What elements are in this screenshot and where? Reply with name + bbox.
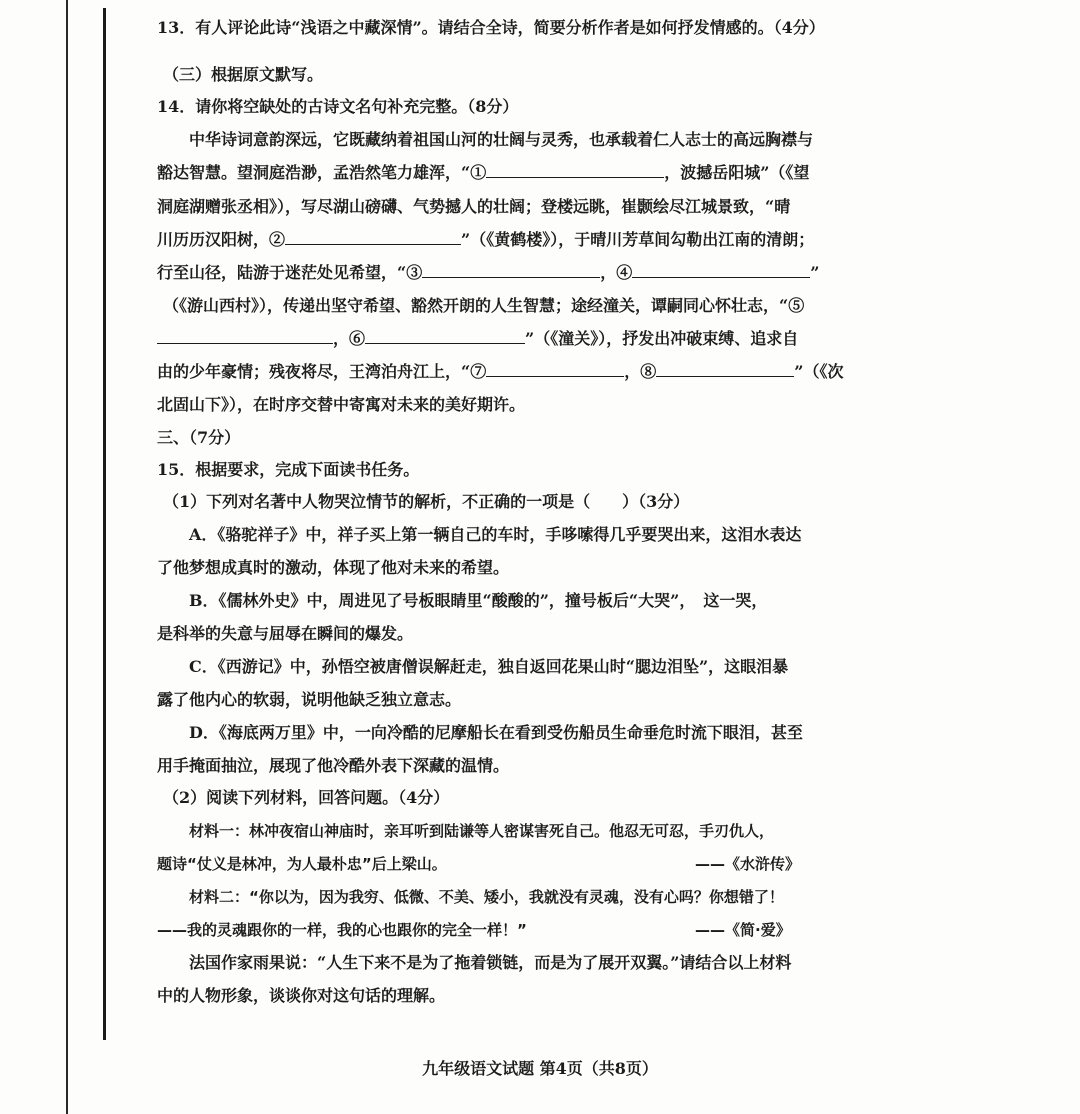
material-2-line-1: 材料二：“你以为，因为我穷、低微、不美、矮小，我就没有灵魂，没有心吗？你想错了！: [189, 888, 784, 906]
blank-6[interactable]: [365, 329, 525, 344]
material-2-line-2: ——我的灵魂跟你的一样，我的心也跟你的完全一样！”: [157, 921, 527, 939]
material-2-source: ——《简·爱》: [695, 921, 791, 939]
option-c-line-1: C．《西游记》中，孙悟空被唐僧误解赶走，独自返回花果山时“腮边泪坠”，这眼泪暴: [189, 657, 789, 676]
passage-line-7: ，⑥ ”（《潼关》），抒发出冲破束缚、追求自: [157, 328, 798, 350]
passage-line-8: 由的少年豪情；残夜将尽，王湾泊舟江上，“⑦ ，⑧ ”（《次: [157, 362, 844, 381]
option-c-line-2: 露了他内心的软弱，说明他缺乏独立意志。: [157, 690, 462, 709]
option-a-line-1: A．《骆驼祥子》中，祥子买上第一辆自己的车时，手哆嗦得几乎要哭出来，这泪水表达: [189, 525, 802, 544]
option-b-line-1: B．《儒林外史》中，周进见了号板眼睛里“酸酸的”，撞号板后“大哭”， 这一哭，: [189, 591, 768, 610]
passage-line-4: 川历历汉阳树，② ”（《黄鹤楼》），于晴川芳草间勾勒出江南的清朗；: [157, 230, 815, 249]
option-a-line-2: 了他梦想成真时的激动，体现了他对未来的希望。: [157, 558, 510, 577]
passage-line-1: 中华诗词意韵深远，它既藏纳着祖国山河的壮阔与灵秀，也承载着仁人志士的高远胸襟与: [189, 130, 814, 149]
part-3-heading: 三、（7分）: [157, 428, 241, 447]
question-13: 13．有人评论此诗“浅语之中藏深情”。请结合全诗，简要分析作者是如何抒发情感的。（4分）: [157, 18, 825, 37]
option-b-line-2: 是科举的失意与屈辱在瞬间的爆发。: [157, 624, 414, 643]
material-1-line-1: 材料一：林冲夜宿山神庙时，亲耳听到陆谦等人密谋害死自己。他忍无可忍，手刃仇人，: [189, 822, 775, 840]
material-1-line-2: 题诗“仗义是林冲，为人最朴忠”后上梁山。: [157, 855, 447, 873]
question-15: 15．根据要求，完成下面读书任务。: [157, 460, 420, 479]
question-15-1: （1）下列对名著中人物哭泣情节的解析，不正确的一项是（ ）（3分）: [163, 492, 690, 511]
option-d-line-1: D．《海底两万里》中，一向冷酷的尼摩船长在看到受伤船员生命垂危时流下眼泪，甚至: [189, 723, 803, 742]
blank-1[interactable]: [486, 163, 664, 178]
hugo-quote-line-1: 法国作家雨果说：“人生下来不是为了拖着锁链，而是为了展开双翼。”请结合以上材料: [189, 953, 792, 972]
passage-line-5: 行至山径，陆游于迷茫处见希望，“③ ，④ ”: [157, 263, 820, 282]
blank-7[interactable]: [486, 362, 624, 377]
section-heading-dictation: （三）根据原文默写。: [163, 65, 324, 84]
material-1-source: ——《水浒传》: [695, 855, 801, 873]
question-14: 14．请你将空缺处的古诗文名句补充完整。（8分）: [157, 97, 519, 116]
passage-line-9: 北固山下》），在时序交替中寄寓对未来的美好期许。: [157, 395, 526, 414]
question-15-2: （2）阅读下列材料，回答问题。（4分）: [163, 788, 450, 807]
passage-line-6: （《游山西村》），传递出坚守希望、豁然开朗的人生智慧；途经潼关，谭嗣同心怀壮志，“⑤: [163, 296, 805, 315]
blank-2[interactable]: [285, 230, 461, 245]
hugo-quote-line-2: 中的人物形象，谈谈你对这句话的理解。: [157, 986, 446, 1005]
blank-3[interactable]: [422, 263, 600, 278]
binding-margin-line: [103, 8, 106, 1040]
page-left-edge: [66, 0, 68, 1114]
passage-line-2: 豁达智慧。望洞庭浩渺，孟浩然笔力雄浑，“① ，波撼岳阳城”（《望: [157, 163, 810, 182]
blank-5[interactable]: [157, 329, 333, 344]
blank-4[interactable]: [632, 263, 810, 278]
blank-8[interactable]: [656, 362, 794, 377]
page-footer: 九年级语文试题 第4页（共8页）: [422, 1059, 658, 1078]
passage-line-3: 洞庭湖赠张丞相》），写尽湖山磅礴、气势撼人的壮阔；登楼远眺，崔颢绘尽江城景致，“晴: [157, 197, 791, 216]
option-d-line-2: 用手掩面抽泣，展现了他冷酷外表下深藏的温情。: [157, 756, 510, 775]
